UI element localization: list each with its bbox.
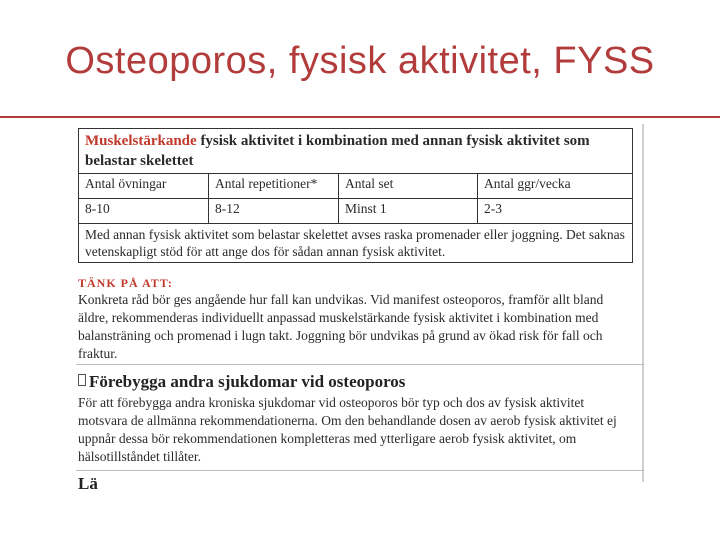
section-divider: [76, 364, 644, 365]
col-header-frequency: Antal ggr/vecka: [478, 174, 633, 199]
col-header-exercises: Antal övningar: [79, 174, 209, 199]
slide-title: Osteoporos, fysisk aktivitet, FYSS: [65, 40, 655, 82]
table-heading: [79, 129, 633, 174]
value-sets: Minst 1: [339, 199, 478, 224]
think-text: Konkreta råd bör ges angående hur fall kan undvikas. Vid manifest osteoporos, framför allt bland äldre, rekommenderas individuellt anpassad muskelstärkande fysisk aktivitet i kombination med balansträning och promenad i lugn takt. Joggning bör undvikas på grund av ökad risk för fall och fraktur.: [78, 292, 604, 361]
bullet-icon: [78, 374, 86, 386]
title-divider: [0, 116, 720, 118]
table-note: Med annan fysisk aktivitet som belastar skelettet avses raska promenader eller joggning. Det saknas vetenskapligt stöd för att ange dos för sådan annan fysisk aktivitet.: [79, 224, 633, 263]
cutoff-heading: Lä: [78, 474, 98, 493]
document-excerpt: [76, 124, 644, 493]
col-header-repetitions: Antal repetitioner*: [209, 174, 339, 199]
excerpt-edge: [642, 124, 644, 482]
prevent-section-title: [78, 372, 405, 392]
value-exercises: 8-10: [79, 199, 209, 224]
value-repetitions: 8-12: [209, 199, 339, 224]
think-label: TÄNK PÅ ATT:: [78, 276, 173, 290]
table-heading-highlight: Muskelstärkande: [85, 133, 197, 149]
table-heading-rest: fysisk aktivitet i kombination med annan fysisk aktivitet som belastar skelettet: [85, 133, 590, 169]
value-frequency: 2-3: [478, 199, 633, 224]
prevent-title-text: Förebygga andra sjukdomar vid osteoporos: [89, 372, 406, 391]
section-divider-bottom: [76, 470, 644, 471]
dose-table: [78, 128, 633, 263]
col-header-sets: Antal set: [339, 174, 478, 199]
prevent-section-text: För att förebygga andra kroniska sjukdomar vid osteoporos bör typ och dos av fysisk aktivitet motsvara de allmänna rekommendationerna. Om den behandlande dosen av aerob fysisk aktivitet ej uppnår dessa bör rekommendationen kompletteras med ytterligare aerob fysisk aktivitet, om hälsotillståndet tillåter.: [78, 395, 617, 464]
